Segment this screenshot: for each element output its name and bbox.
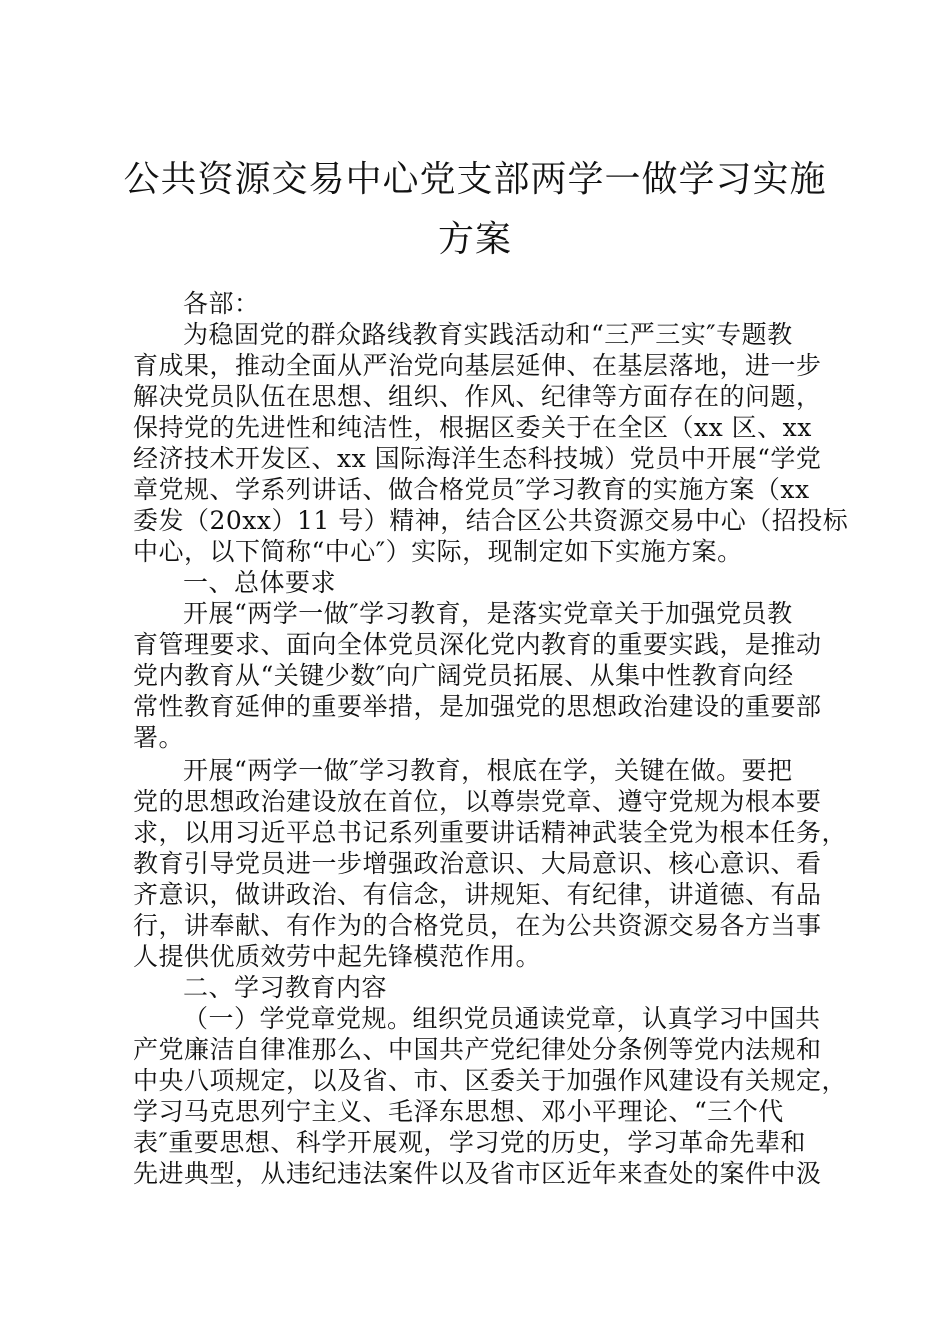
paragraph-line: 行，讲奉献、有作为的合格党员，在为公共资源交易各方当事 [133, 911, 822, 940]
paragraph-line: 中心，以下简称“中心″）实际，现制定如下实施方案。 [133, 537, 743, 566]
paragraph-line: 产党廉洁自律准那么、中国共产党纪律处分条例等党内法规和 [133, 1035, 822, 1064]
paragraph-line: 先进典型，从违纪违法案件以及省市区近年来查处的案件中汲 [133, 1159, 822, 1188]
document-body [133, 288, 849, 1189]
paragraph-line: 署。 [133, 723, 185, 752]
paragraph-line: 学习马克思列宁主义、毛泽东思想、邓小平理论、“三个代 [133, 1097, 784, 1126]
paragraph-line: 开展“两学一做″学习教育，是落实党章关于加强党员教 [183, 599, 793, 628]
paragraph-line: 育成果，推动全面从严治党向基层延伸、在基层落地，进一步 [133, 351, 822, 380]
document-title-line-2: 方案 [437, 219, 512, 260]
paragraph-line: 为稳固党的群众路线教育实践活动和“三严三实″专题教 [183, 320, 793, 349]
paragraph-line: 保持党的先进性和纯洁性，根据区委关于在全区（xx 区、xx [133, 413, 812, 442]
paragraph-line: 党内教育从“关键少数″向广阔党员拓展、从集中性教育向经 [133, 661, 794, 690]
paragraph-line: 育管理要求、面向全体党员深化党内教育的重要实践，是推动 [133, 630, 822, 659]
paragraph-line: 委发（20xx）11 号）精神，结合区公共资源交易中心（招投标 [133, 506, 849, 535]
paragraph-line: 教育引导党员进一步增强政治意识、大局意识、核心意识、看 [133, 849, 822, 878]
paragraph-line: 党的思想政治建设放在首位，以尊崇党章、遵守党规为根本要 [133, 787, 822, 816]
section-heading: 二、学习教育内容 [183, 973, 388, 1002]
paragraph-line: 人提供优质效劳中起先锋模范作用。 [133, 942, 542, 971]
paragraph-line: （一）学党章党规。组织党员通读党章，认真学习中国共 [183, 1004, 821, 1033]
paragraph-line: 齐意识，做讲政治、有信念，讲规矩、有纪律，讲道德、有品 [133, 880, 822, 909]
paragraph-line: 中央八项规定，以及省、市、区委关于加强作风建设有关规定， [133, 1066, 848, 1095]
paragraph-line: 开展“两学一做″学习教育，根底在学，关键在做。要把 [183, 756, 793, 785]
salutation: 各部： [183, 289, 260, 318]
paragraph-line: 求，以用习近平总书记系列重要讲话精神武装全党为根本任务， [133, 818, 848, 847]
paragraph-line: 表″重要思想、科学开展观，学习党的历史，学习革命先辈和 [133, 1128, 806, 1157]
paragraph-line: 章党规、学系列讲话、做合格党员″学习教育的实施方案（xx [133, 475, 810, 504]
document-title-line-1: 公共资源交易中心党支部两学一做学习实施 [123, 159, 827, 200]
paragraph-line: 解决党员队伍在思想、组织、作风、纪律等方面存在的问题， [133, 382, 822, 411]
section-heading: 一、总体要求 [183, 568, 337, 597]
paragraph-line: 经济技术开发区、xx 国际海洋生态科技城）党员中开展“学党 [133, 444, 822, 473]
paragraph-line: 常性教育延伸的重要举措，是加强党的思想政治建设的重要部 [133, 692, 822, 721]
